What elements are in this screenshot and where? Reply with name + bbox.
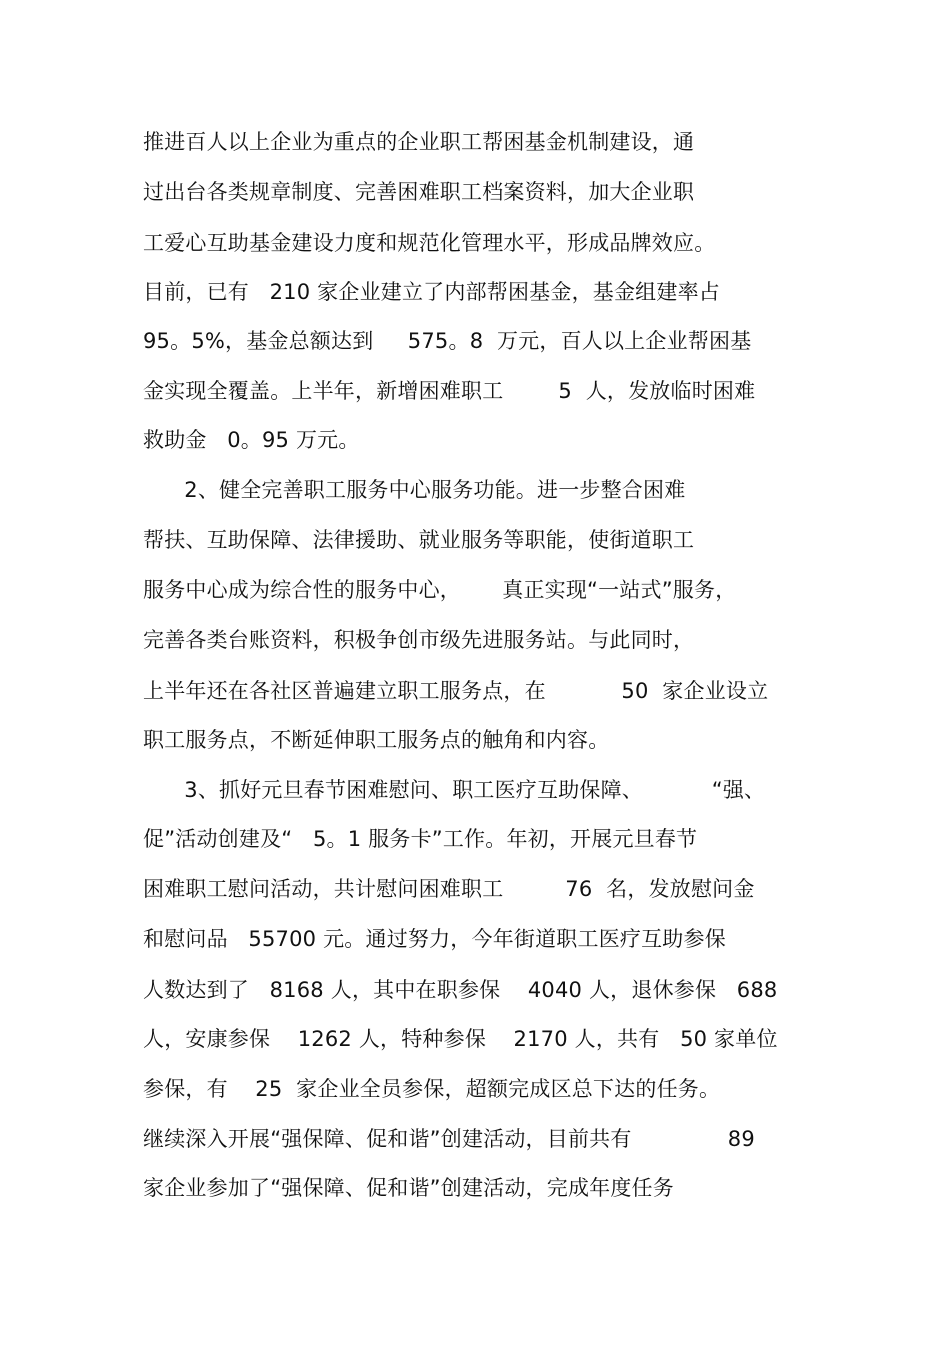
text-line: 推进百人以上企业为重点的企业职工帮困基金机制建设，通 [143,130,695,154]
text-line: 金实现全覆盖。上半年，新增困难职工 5 人，发放临时困难 [143,379,756,403]
text-line: 帮扶、互助保障、法律援助、就业服务等职能，使街道职工 [143,528,695,552]
text-line: 95。5%，基金总额达到 575。8 万元，百人以上企业帮困基 [143,329,752,353]
text-line: 工爱心互助基金建设力度和规范化管理水平，形成品牌效应。 [143,231,716,255]
text-line: 人数达到了 8168 人，其中在职参保 4040 人，退休参保 688 [143,978,778,1002]
text-line: 和慰问品 55700 元。通过努力，今年街道职工医疗互助参保 [143,927,726,951]
text-line: 参保，有 25 家企业全员参保，超额完成区总下达的任务。 [143,1077,721,1101]
text-line: 家企业参加了“强保障、促和谐”创建活动，完成年度任务 [143,1176,674,1200]
text-line: 3、抓好元旦春节困难慰问、职工医疗互助保障、 “强、 [143,778,766,802]
text-line: 人，安康参保 1262 人，特种参保 2170 人，共有 50 家单位 [143,1027,778,1051]
text-line: 目前，已有 210 家企业建立了内部帮困基金，基金组建率占 [143,280,720,304]
text-line: 救助金 0。95 万元。 [143,428,360,452]
text-line: 2、健全完善职工服务中心服务功能。进一步整合困难 [143,478,686,502]
text-line: 过出台各类规章制度、完善困难职工档案资料，加大企业职 [143,180,695,204]
text-line: 继续深入开展“强保障、促和谐”创建活动，目前共有 89 [143,1127,755,1151]
text-line: 职工服务点，不断延伸职工服务点的触角和内容。 [143,728,610,752]
text-line: 上半年还在各社区普遍建立职工服务点，在 50 家企业设立 [143,679,769,703]
text-line: 促”活动创建及“ 5。1 服务卡”工作。年初，开展元旦春节 [143,827,698,851]
text-line: 完善各类台账资料，积极争创市级先进服务站。与此同时， [143,628,695,652]
text-line: 服务中心成为综合性的服务中心， 真正实现“一站式”服务， [143,578,737,602]
text-line: 困难职工慰问活动，共计慰问困难职工 76 名，发放慰问金 [143,877,755,901]
